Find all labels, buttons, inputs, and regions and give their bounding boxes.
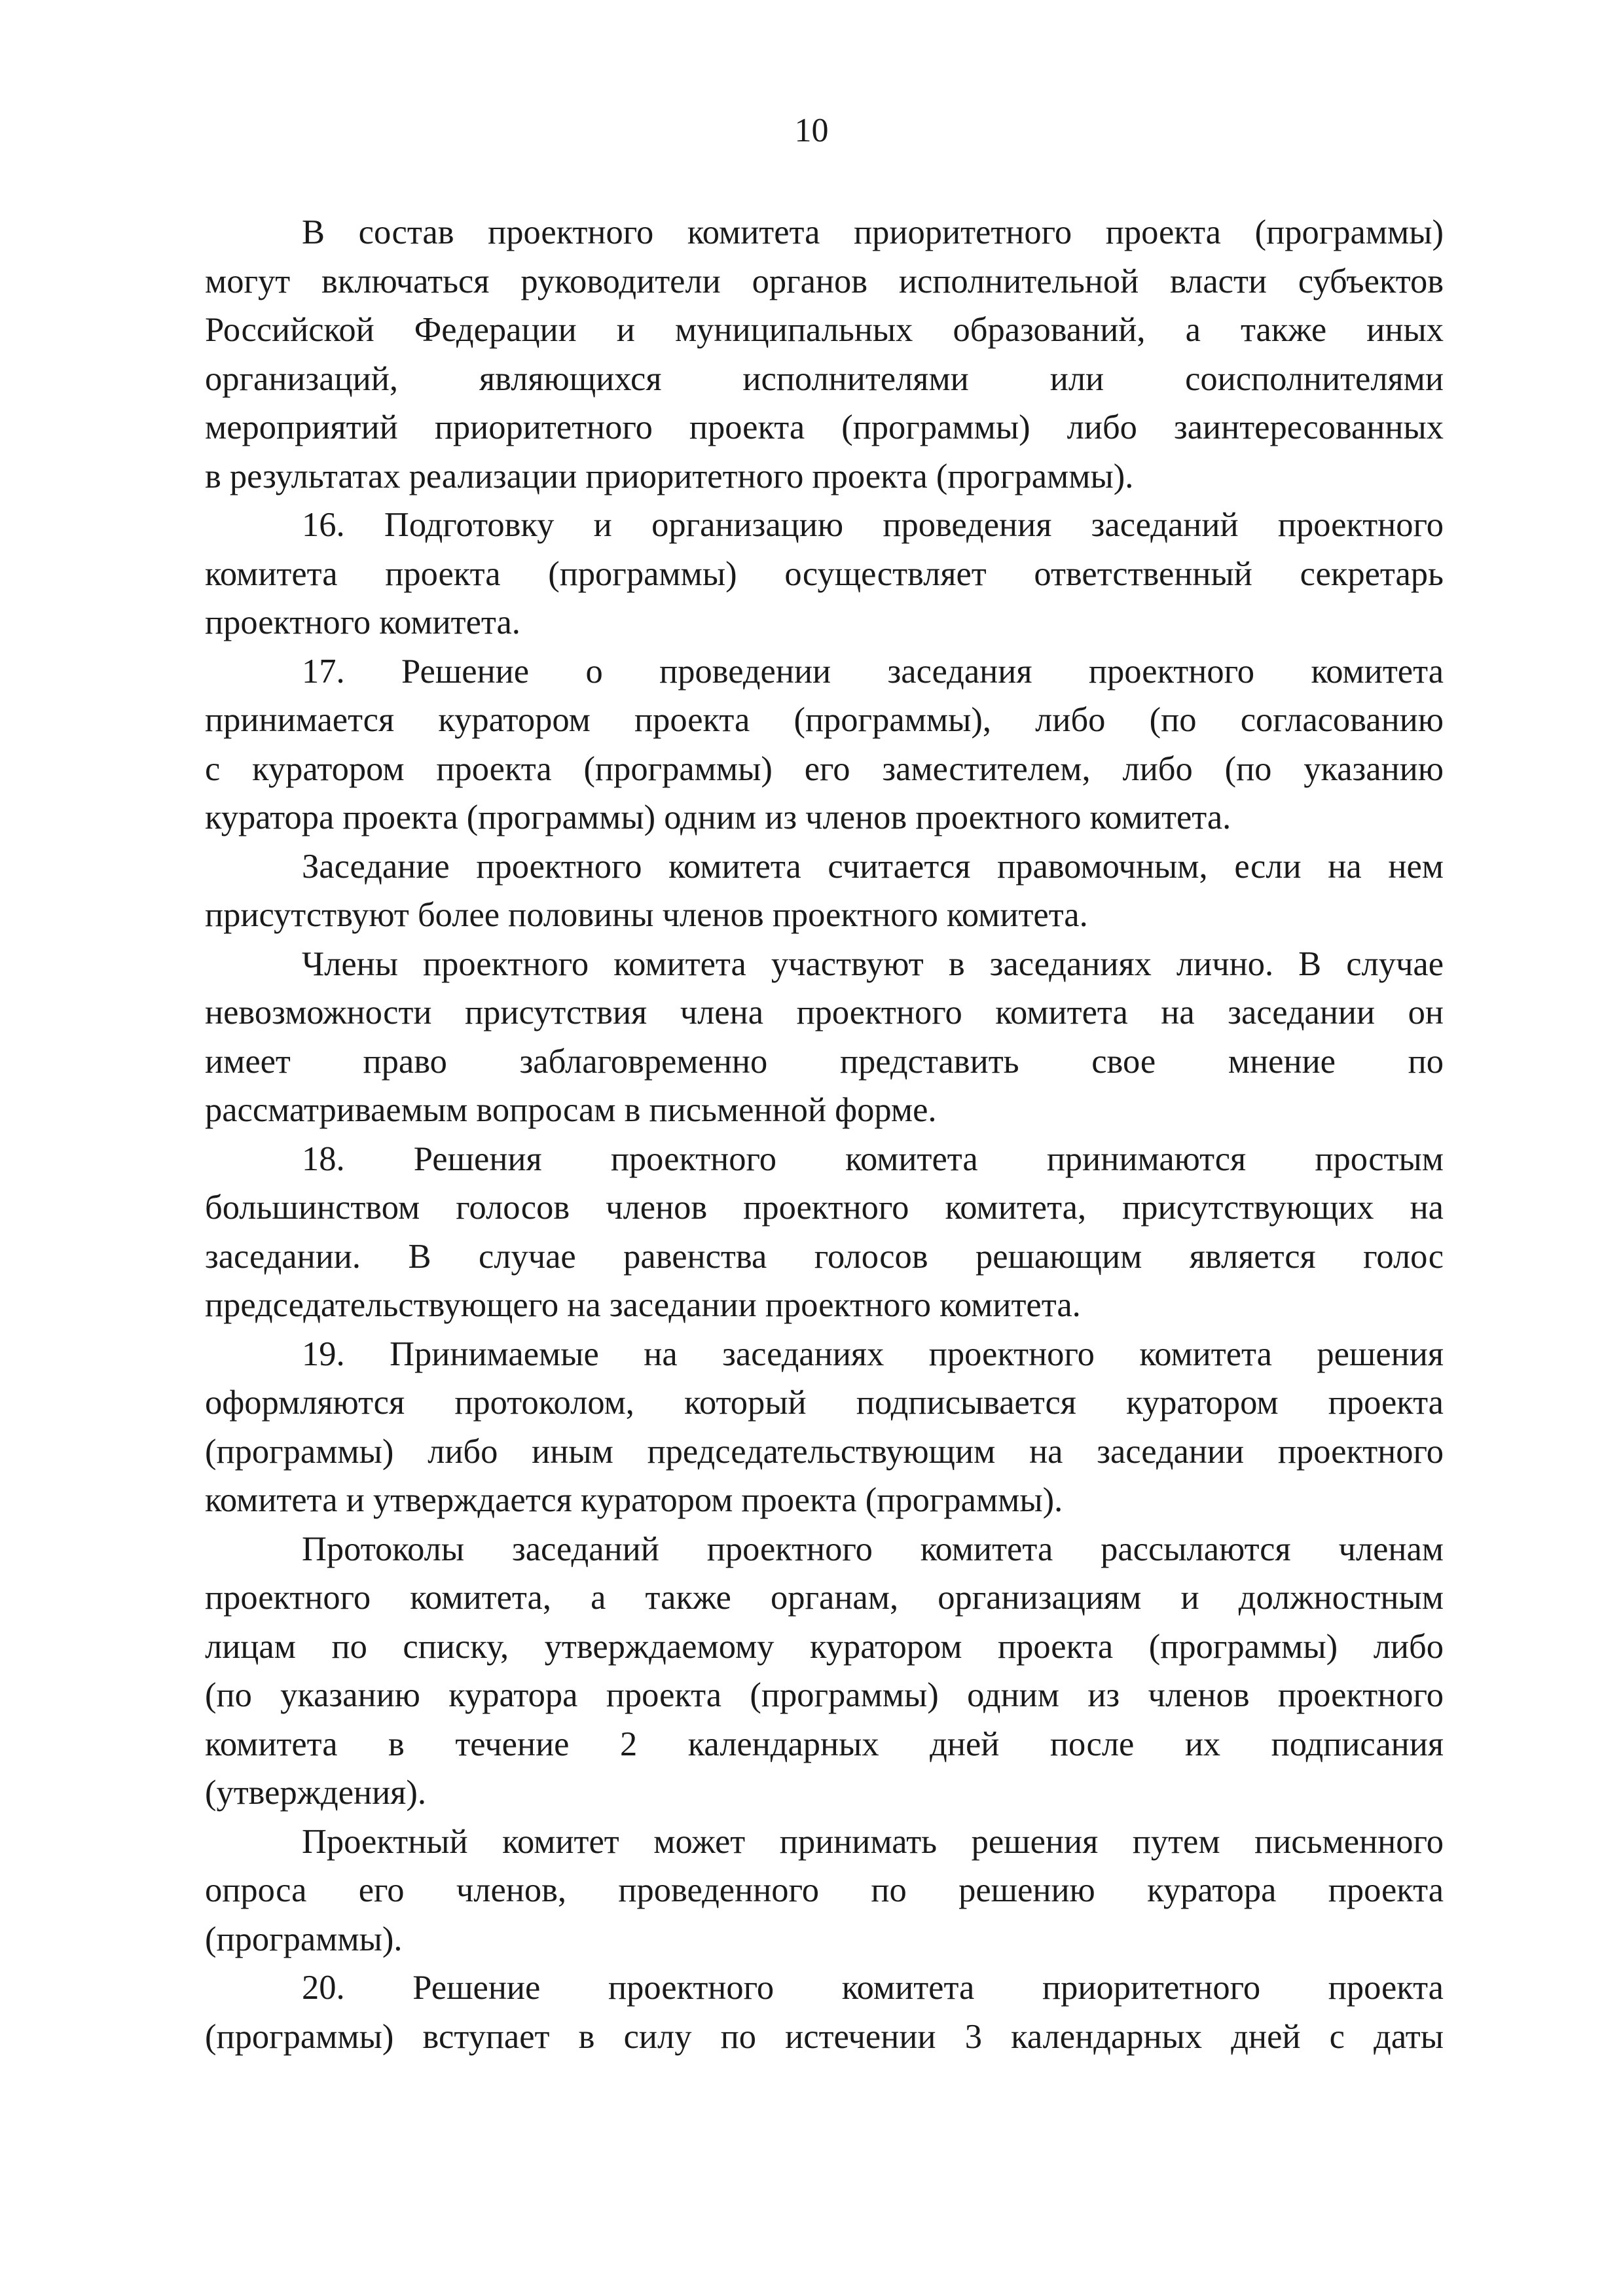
paragraph bbox=[205, 940, 1444, 1135]
text-line: Протоколы заседаний проектного комитета рассылаются членам bbox=[302, 1530, 1444, 1568]
paragraph bbox=[205, 1330, 1444, 1525]
text-line: невозможности присутствия члена проектного комитета на заседании он bbox=[205, 994, 1444, 1031]
document-body bbox=[205, 208, 1444, 2061]
text-line: куратора проекта (программы) одним из членов проектного комитета. bbox=[205, 798, 1231, 836]
paragraph bbox=[205, 1525, 1444, 1818]
text-line: комитета в течение 2 календарных дней после их подписания bbox=[205, 1725, 1444, 1763]
text-line: 18. Решения проектного комитета принимаются простым bbox=[302, 1139, 1444, 1178]
text-line: мероприятий приоритетного проекта (программы) либо заинтересованных bbox=[205, 408, 1444, 446]
paragraph bbox=[205, 842, 1444, 940]
text-line: 19. Принимаемые на заседаниях проектного комитета решения bbox=[302, 1335, 1444, 1373]
text-line: Российской Федерации и муниципальных образований, а также иных bbox=[205, 311, 1444, 349]
text-line: (программы). bbox=[205, 1920, 403, 1958]
text-line: Члены проектного комитета участвуют в заседаниях лично. В случае bbox=[302, 944, 1444, 983]
paragraph bbox=[205, 1818, 1444, 1964]
text-line: имеет право заблаговременно представить свое мнение по bbox=[205, 1042, 1444, 1081]
paragraph bbox=[205, 1135, 1444, 1330]
text-line: (программы) либо иным председательствующим на заседании проектного bbox=[205, 1432, 1444, 1471]
text-line: Заседание проектного комитета считается правомочным, если на нем bbox=[302, 847, 1444, 886]
text-line: В состав проектного комитета приоритетного проекта (программы) bbox=[302, 213, 1444, 251]
text-line: большинством голосов членов проектного комитета, присутствующих на bbox=[205, 1189, 1444, 1227]
text-line: проектного комитета. bbox=[205, 603, 520, 641]
text-line: Проектный комитет может принимать решения путем письменного bbox=[302, 1822, 1444, 1861]
paragraph bbox=[205, 647, 1444, 842]
text-line: председательствующего на заседании проектного комитета. bbox=[205, 1286, 1081, 1324]
text-line: проектного комитета, а также органам, организациям и должностным bbox=[205, 1579, 1444, 1617]
text-line: оформляются протоколом, который подписывается куратором проекта bbox=[205, 1384, 1444, 1422]
paragraph bbox=[205, 1964, 1444, 2061]
text-line: 20. Решение проектного комитета приоритетного проекта bbox=[302, 1969, 1444, 2007]
text-line: 17. Решение о проведении заседания проектного комитета bbox=[302, 652, 1444, 691]
paragraph bbox=[205, 501, 1444, 647]
paragraph bbox=[205, 208, 1444, 501]
text-line: (по указанию куратора проекта (программы) одним из членов проектного bbox=[205, 1676, 1444, 1714]
text-line: лицам по списку, утверждаемому куратором проекта (программы) либо bbox=[205, 1627, 1444, 1666]
text-line: могут включаться руководители органов исполнительной власти субъектов bbox=[205, 262, 1444, 300]
text-line: комитета и утверждается куратором проекта (программы). bbox=[205, 1481, 1063, 1519]
text-line: опроса его членов, проведенного по решению куратора проекта bbox=[205, 1871, 1444, 1909]
text-line: заседании. В случае равенства голосов решающим является голос bbox=[205, 1237, 1444, 1276]
text-line: комитета проекта (программы) осуществляет ответственный секретарь bbox=[205, 554, 1444, 593]
text-line: присутствуют более половины членов проектного комитета. bbox=[205, 896, 1088, 934]
text-line: рассматриваемым вопросам в письменной форме. bbox=[205, 1091, 937, 1129]
text-line: принимается куратором проекта (программы), либо (по согласованию bbox=[205, 701, 1444, 739]
text-line: 16. Подготовку и организацию проведения заседаний проектного bbox=[302, 506, 1444, 544]
text-line: с куратором проекта (программы) его заместителем, либо (по указанию bbox=[205, 749, 1444, 788]
text-line: организаций, являющихся исполнителями или соисполнителями bbox=[205, 359, 1444, 398]
text-line: (программы) вступает в силу по истечении 3 календарных дней с даты bbox=[205, 2017, 1444, 2056]
page-number: 10 bbox=[794, 112, 829, 149]
text-line: в результатах реализации приоритетного проекта (программы). bbox=[205, 457, 1134, 495]
text-line: (утверждения). bbox=[205, 1774, 426, 1812]
